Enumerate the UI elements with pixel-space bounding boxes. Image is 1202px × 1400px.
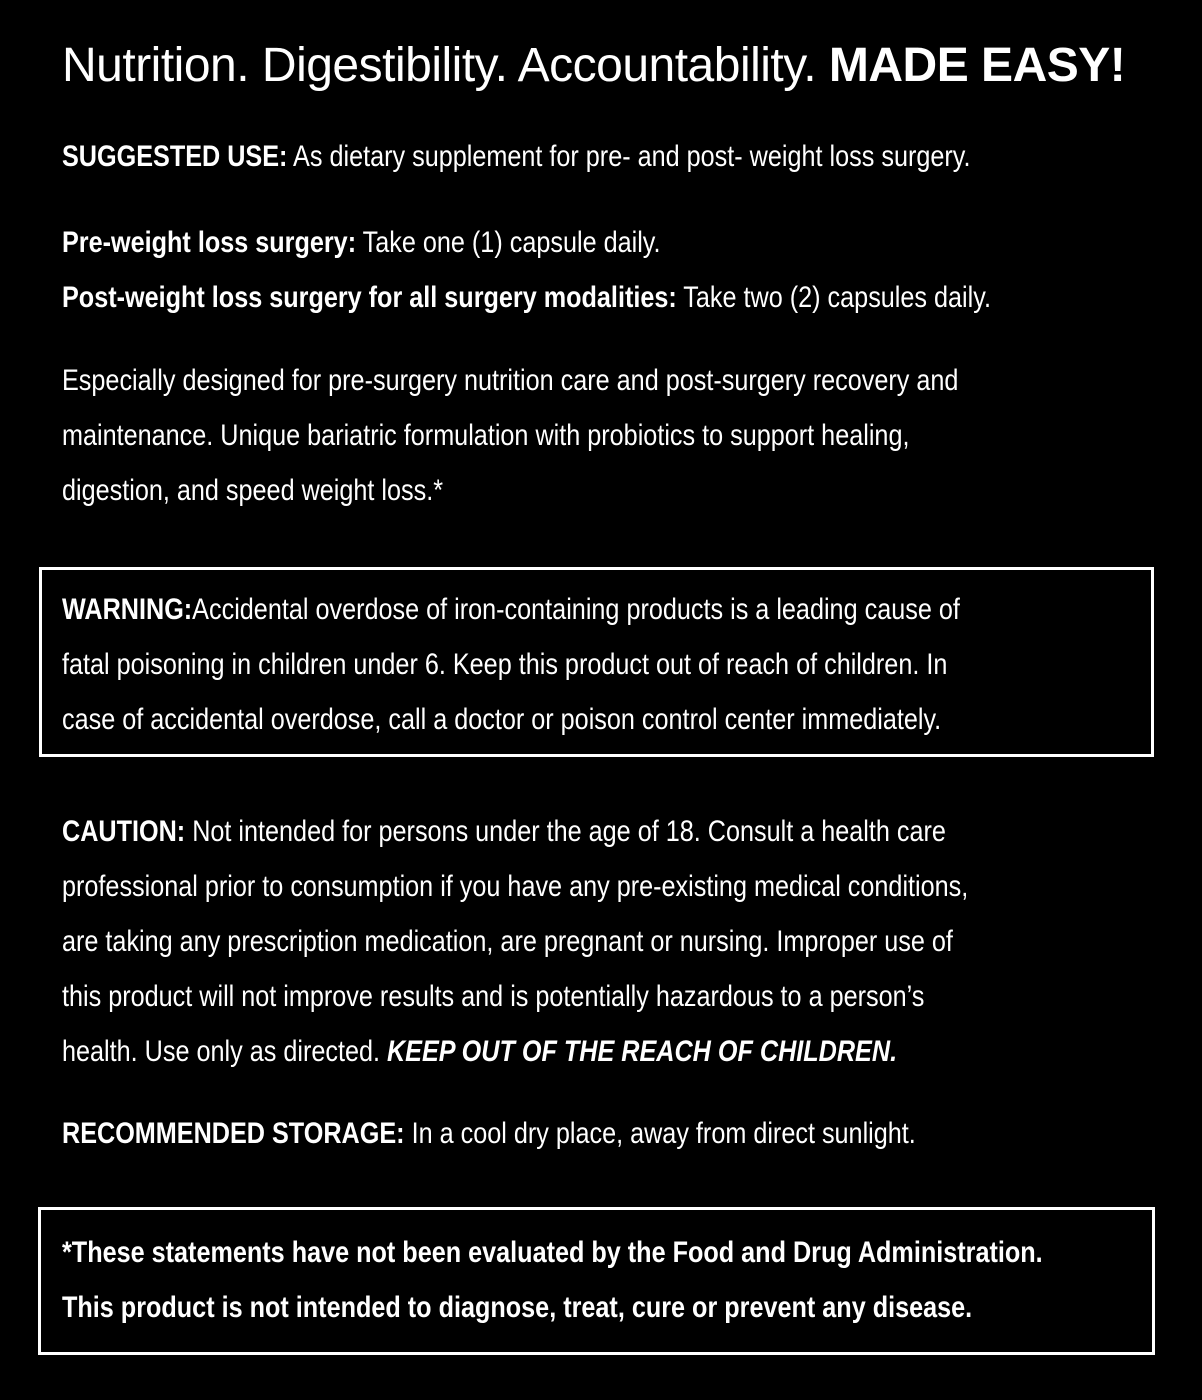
suggested-use-text: As dietary supplement for pre- and post- weight loss surgery. [293,140,971,173]
post-surgery-dosing [62,270,991,325]
pre-surgery-text: Take one (1) capsule daily. [362,226,661,259]
description-line: maintenance. Unique bariatric formulation with probiotics to support healing, [62,419,910,452]
suggested-use-section [62,129,970,184]
keep-out-of-reach-notice: KEEP OUT OF THE REACH OF CHILDREN. [386,1035,898,1068]
warning-line-1: Accidental overdose of iron-containing products is a leading cause of [192,593,960,626]
storage-line [62,1106,916,1161]
warning-box [39,567,1154,757]
post-surgery-text: Take two (2) capsules daily. [683,281,991,314]
suggested-use-label: SUGGESTED USE: [62,140,288,173]
caution-line [62,804,968,859]
storage-text: In a cool dry place, away from direct sunlight. [411,1117,916,1150]
pre-surgery-dosing [62,215,991,270]
fda-disclaimer-line-2: This product is not intended to diagnose, treat, cure or prevent any disease. [62,1291,973,1324]
caution-label: CAUTION: [62,815,186,848]
storage-label: RECOMMENDED STORAGE: [62,1117,405,1150]
warning-label: WARNING: [62,593,193,626]
suggested-use-line [62,129,970,184]
fda-disclaimer-line-1: *These statements have not been evaluated by the Food and Drug Administration. [62,1236,1043,1269]
pre-surgery-label: Pre-weight loss surgery: [62,226,357,259]
dosing-section [62,215,991,325]
description-section [62,353,958,518]
warning-text [62,582,960,747]
caution-line-1: Not intended for persons under the age of 18. Consult a health care [192,815,946,848]
caution-line-5-wrap [62,1024,968,1079]
warning-line [62,582,960,637]
storage-section [62,1106,916,1161]
description-line: Especially designed for pre-surgery nutrition care and post-surgery recovery and [62,364,959,397]
warning-line-3: case of accidental overdose, call a doctor or poison control center immediately. [62,703,942,736]
fda-disclaimer-text [62,1225,1043,1335]
warning-line-2: fatal poisoning in children under 6. Keep this product out of reach of children. In [62,648,948,681]
caution-line-4: this product will not improve results and is potentially hazardous to a person’s [62,980,925,1013]
post-surgery-label: Post-weight loss surgery for all surgery modalities: [62,281,677,314]
caution-line-3: are taking any prescription medication, are pregnant or nursing. Improper use of [62,925,953,958]
caution-line-2: professional prior to consumption if you have any pre-existing medical conditions, [62,870,969,903]
headline [62,40,1125,93]
headline-emphasis: MADE EASY! [828,39,1126,92]
description-line: digestion, and speed weight loss.* [62,474,444,507]
headline-text: Nutrition. Digestibility. Accountability. [62,39,817,92]
caution-line-5: health. Use only as directed. [62,1035,380,1068]
fda-disclaimer-box [38,1207,1155,1355]
caution-section [62,804,968,1079]
